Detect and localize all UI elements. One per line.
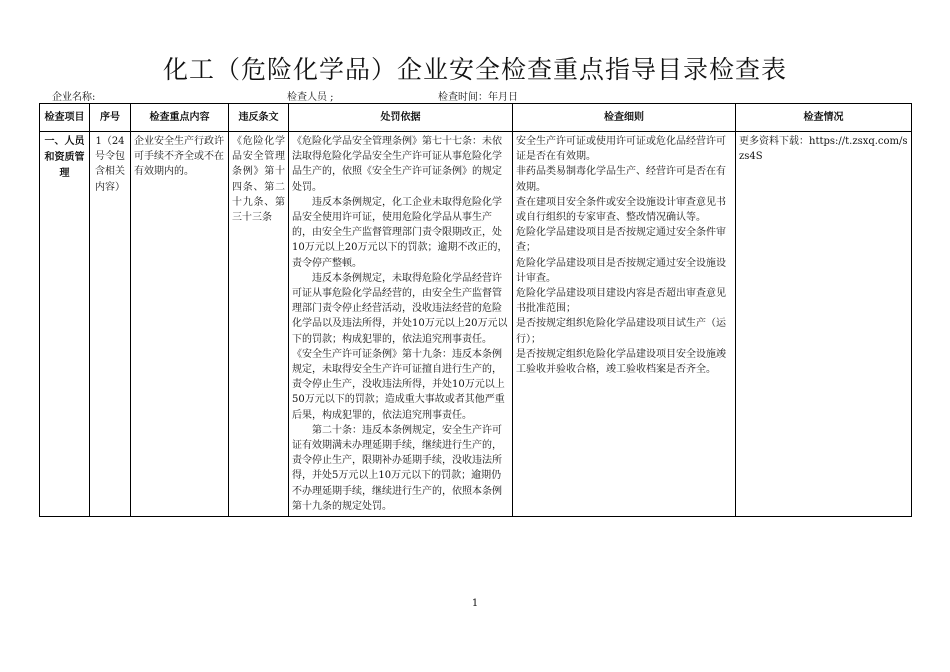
company-name-label: 企业名称: xyxy=(52,92,96,103)
cell-details xyxy=(513,132,736,517)
cell-seq: 1（24号令包含相关内容） xyxy=(90,132,131,517)
page-title: 化工（危险化学品）企业安全检查重点指导目录检查表 xyxy=(162,55,787,84)
header-category: 检查项目 xyxy=(40,104,90,132)
table-header-row xyxy=(40,104,912,132)
page-number: 1 xyxy=(471,598,479,609)
header-basis: 处罚依据 xyxy=(289,104,513,132)
basis-paragraph: 第二十条：违反本条例规定，安全生产许可证有效期满未办理延期手续，继续进行生产的，责令停止生产，限期补办延期手续，没收违法所得，并处5万元以上10万元以下的罚款；逾期仍不办理延期手续，继续进行生产的，依照本条例第十九条的规定处罚。 xyxy=(292,424,502,512)
detail-item: 危险化学品建设项目是否按规定通过安全设施设计审查。 xyxy=(516,257,726,284)
cell-status: 更多资料下载：https://t.zsxq.com/szs4S xyxy=(736,132,912,517)
detail-item: 是否按规定组织危险化学品建设项目安全设施竣工验收并验收合格，竣工验收档案是否齐全。 xyxy=(516,348,726,376)
detail-item: 危险化学品建设项目是否按规定通过安全条件审查； xyxy=(516,227,726,254)
header-details: 检查细则 xyxy=(513,104,736,132)
cell-basis xyxy=(289,132,513,517)
detail-item: 危险化学品建设项目建设内容是否超出审查意见书批准范围； xyxy=(516,288,726,315)
cell-articles: 《危险化学品安全管理条例》第十四条、第二十九条、第三十三条 xyxy=(229,132,289,517)
detail-item: 非药品类易制毒化学品生产、经营许可是否在有效期。 xyxy=(516,166,726,193)
detail-item: 安全生产许可证或使用许可证或危化品经营许可证是否在有效期。 xyxy=(516,136,726,163)
table-row xyxy=(40,132,912,517)
header-articles: 违反条文 xyxy=(229,104,289,132)
detail-item: 查在建项目安全条件或安全设施设计审查意见书或自行组织的专家审查、整改情况确认等。 xyxy=(516,196,726,224)
basis-paragraph: 违反本条例规定，未取得危险化学品经营许可证从事危险化学品经营的，由安全生产监督管理部门责令停止经营活动，没收违法经营的危险化学品以及违法所得，并处10万元以上20万元以下的罚款；构成犯罪的，依法追究刑事责任。 xyxy=(292,272,508,345)
inspector-label: 检查人员 ; xyxy=(287,92,334,103)
inspection-time-label: 检查时间：年月日 xyxy=(438,92,518,103)
header-seq: 序号 xyxy=(90,104,131,132)
cell-focus: 企业安全生产行政许可手续不齐全或不在有效期内的。 xyxy=(131,132,229,517)
inspection-table xyxy=(39,103,912,517)
cell-category: 一、人员和资质管理 xyxy=(40,132,90,517)
basis-paragraph: 《危险化学品安全管理条例》第七十七条：未依法取得危险化学品安全生产许可证从事危险化学品生产的，依照《安全生产许可证条例》的规定处罚。 xyxy=(292,136,502,193)
header-status: 检查情况 xyxy=(736,104,912,132)
detail-item: 是否按规定组织危险化学品建设项目试生产（运行）； xyxy=(516,318,726,345)
basis-paragraph: 《安全生产许可证条例》第十九条：违反本条例规定，未取得安全生产许可证擅自进行生产的，责令停止生产，没收违法所得，并处10万元以上50万元以下的罚款；造成重大事故或者其他严重后果，构成犯罪的，依法追究刑事责任。 xyxy=(292,348,505,421)
header-focus: 检查重点内容 xyxy=(131,104,229,132)
basis-paragraph: 违反本条例规定，化工企业未取得危险化学品安全使用许可证，使用危险化学品从事生产的，由安全生产监督管理部门责令限期改正，处10万元以上20万元以下的罚款；逾期不改正的，责令停产整顿。 xyxy=(292,196,508,269)
